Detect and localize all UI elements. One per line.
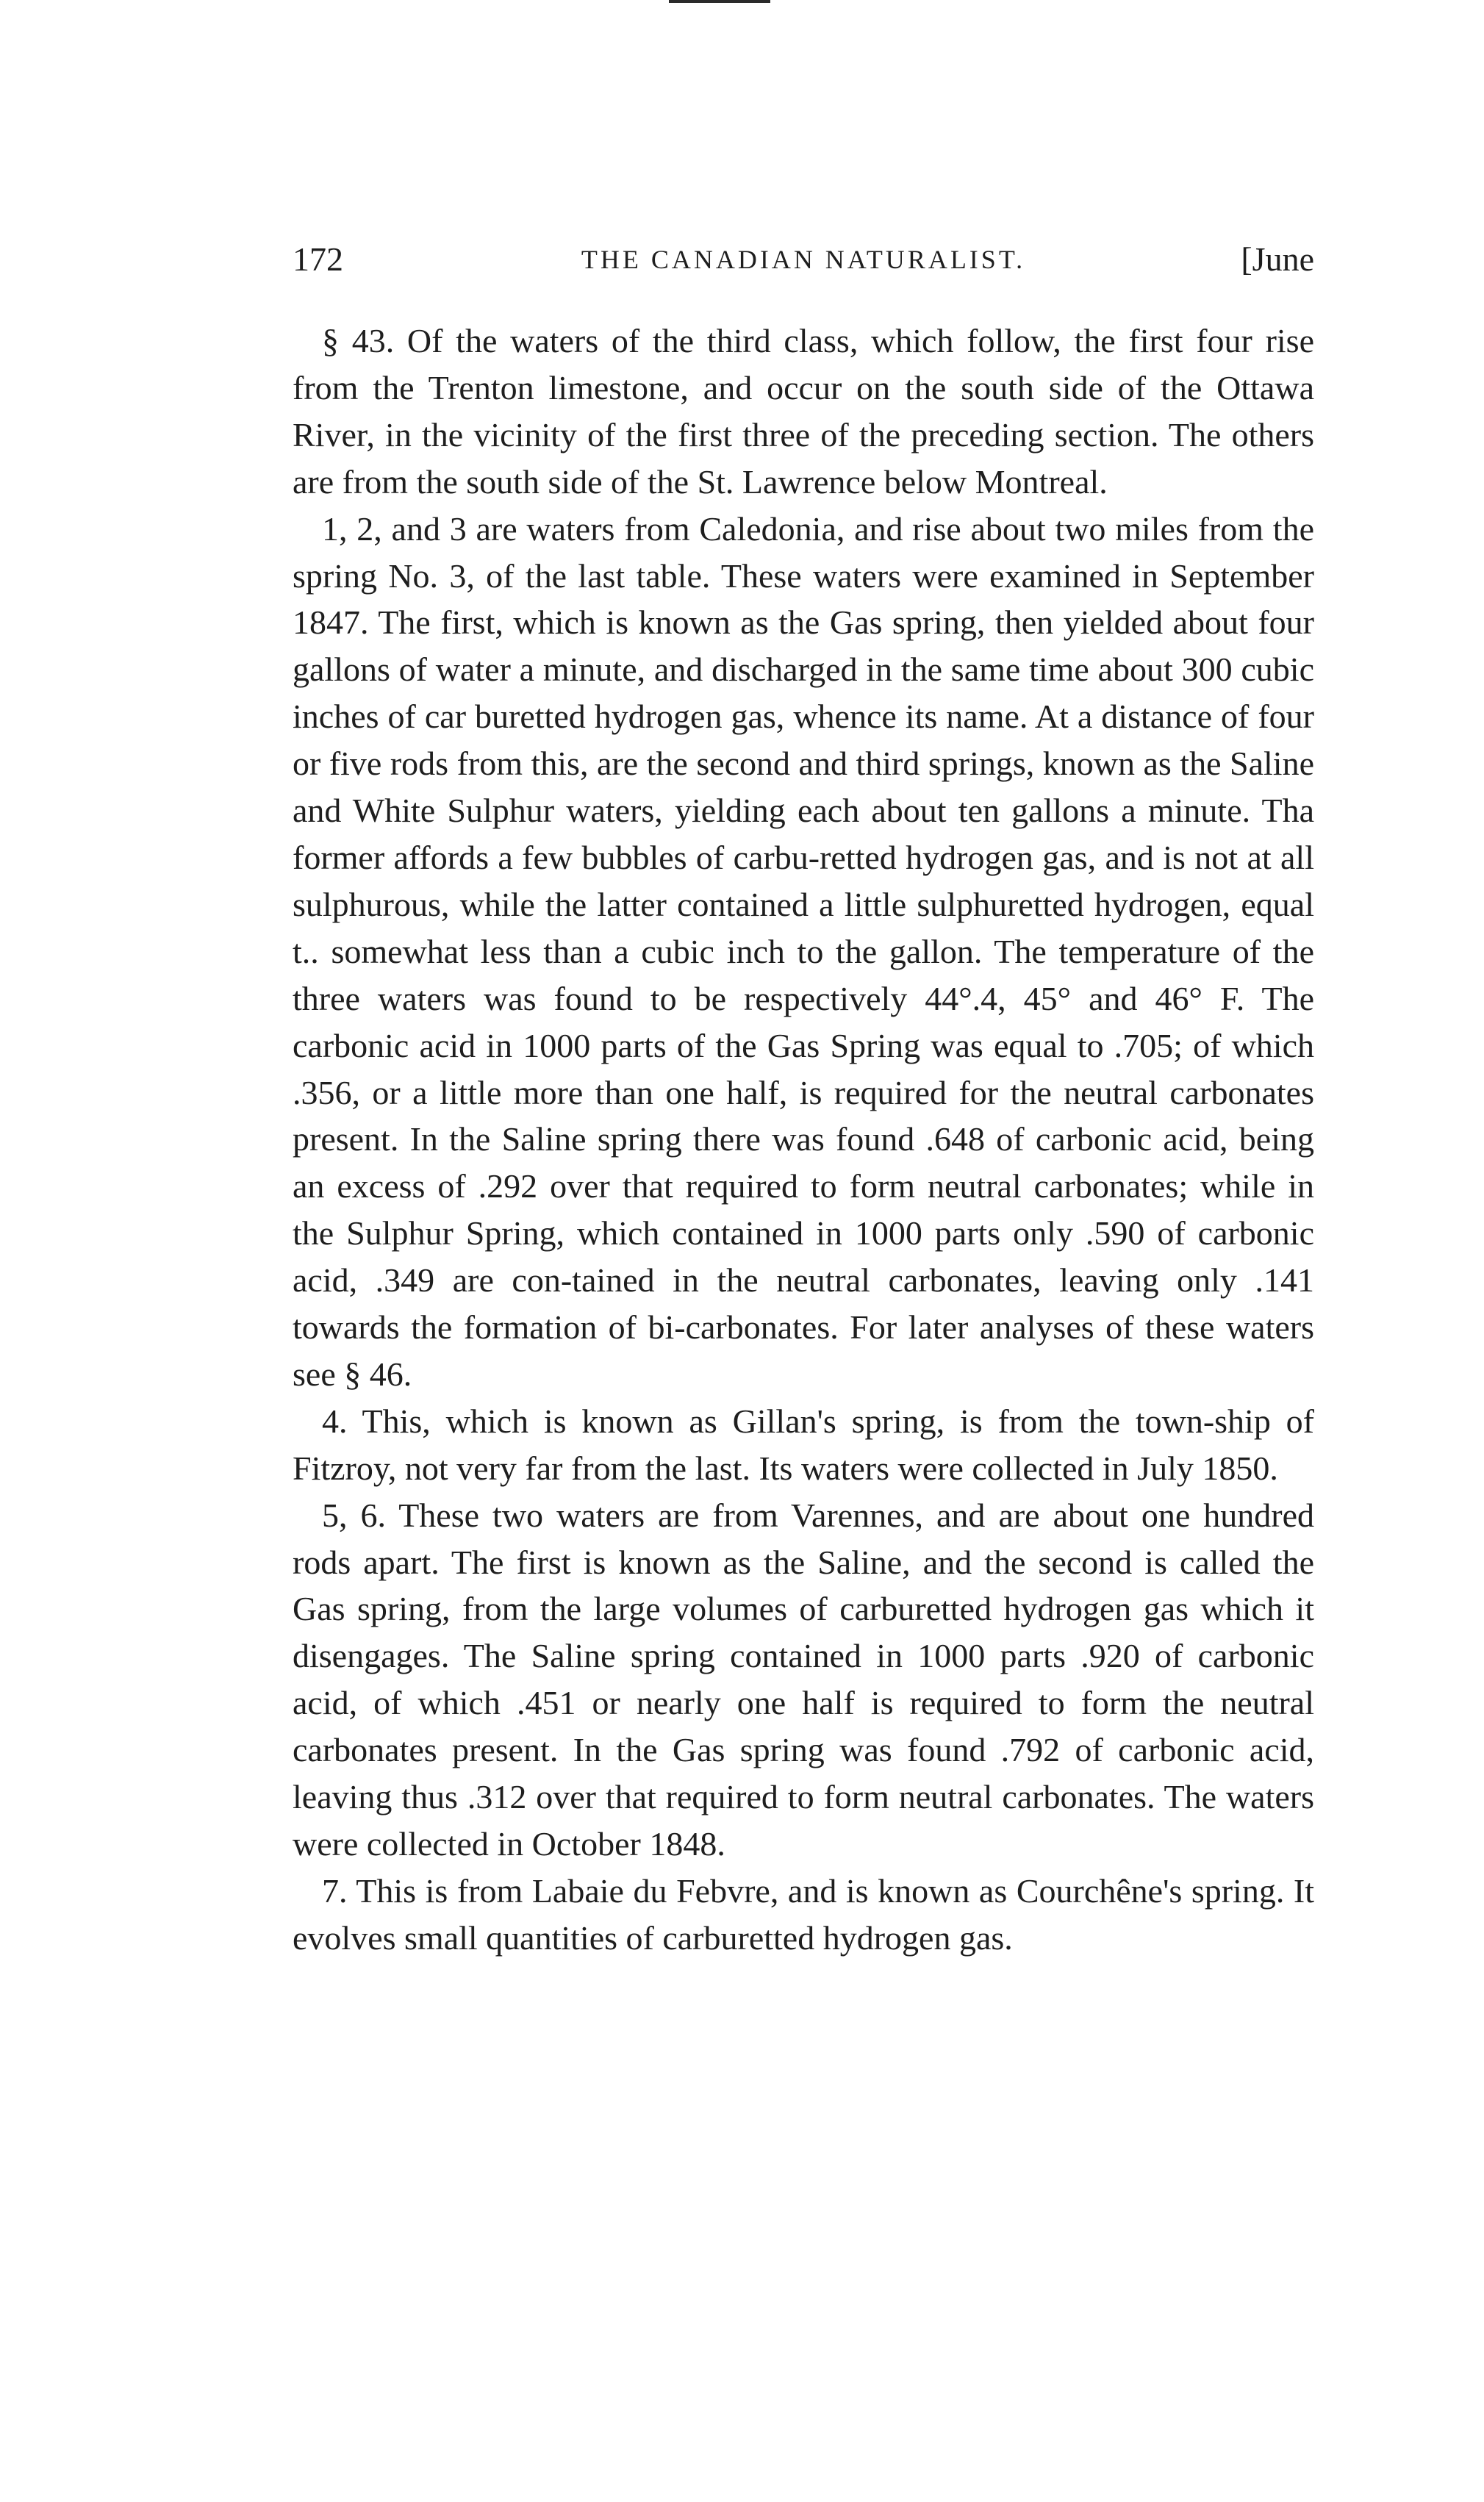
paragraph-section-43: § 43. Of the waters of the third class, which follow, the first four rise from the Trenton limestone, and occur on the south side of the Ottawa River, in the vicinity of the first three of the preceding section. The others are from the south side of the St. Lawrence below Montreal. [293,322,1314,501]
journal-title: THE CANADIAN NATURALIST. [581,245,1026,274]
body-text [293,318,1314,1962]
paragraph-gillans-spring: 4. This, which is known as Gillan's spring, is from the town-ship of Fitzroy, not very far from the last. Its waters were collected in July 1850. [293,1402,1314,1487]
running-head [293,234,1314,285]
top-rule [669,0,770,3]
page-number: 172 [293,240,343,278]
paragraph-varennes-waters: 5, 6. These two waters are from Varennes, and are about one hundred rods apart. The first is known as the Saline, and the second is called the Gas spring, from the large volumes of carburetted hydrogen gas which it disengages. The Saline spring contained in 1000 parts .920 of carbonic acid, of which .451 or nearly one half is required to form the neutral carbonates present. In the Gas spring was found .792 of carbonic acid, leaving thus .312 over that required to form neutral carbonates. The waters were collected in October 1848. [293,1496,1314,1863]
running-head-month: [June [1241,240,1314,278]
paragraph-caledonia-waters: 1, 2, and 3 are waters from Caledonia, and rise about two miles from the spring No. 3, of the last table. These waters were examined in September 1847. The first, which is known as the Gas spring, then yielded about four gallons of water a minute, and discharged in the same time about 300 cubic inches of car buretted hydrogen gas, whence its name. At a distance of four or five rods from this, are the second and third springs, known as the Saline and White Sulphur waters, yielding each about ten gallons a minute. Tha former affords a few bubbles of carbu-retted hydrogen gas, and is not at all sulphurous, while the latter contained a little sulphuretted hydrogen, equal t.. somewhat less than a cubic inch to the gallon. The temperature of the three waters was found to be respectively 44°.4, 45° and 46° F. The carbonic acid in 1000 parts of the Gas Spring was equal to .705; of which .356, or a little more than one half, is required for the neutral carbonates present. In the Saline spring there was found .648 of carbonic acid, being an excess of .292 over that required to form neutral carbonates; while in the Sulphur Spring, which contained in 1000 parts only .590 of carbonic acid, .349 are con-tained in the neutral carbonates, leaving only .141 towards the formation of bi-carbonates. For later analyses of these waters see § 46. [293,509,1314,1393]
paragraph-courchenes-spring: 7. This is from Labaie du Febvre, and is known as Courchêne's spring. It evolves small quantities of carburetted hydrogen gas. [293,1871,1314,1957]
